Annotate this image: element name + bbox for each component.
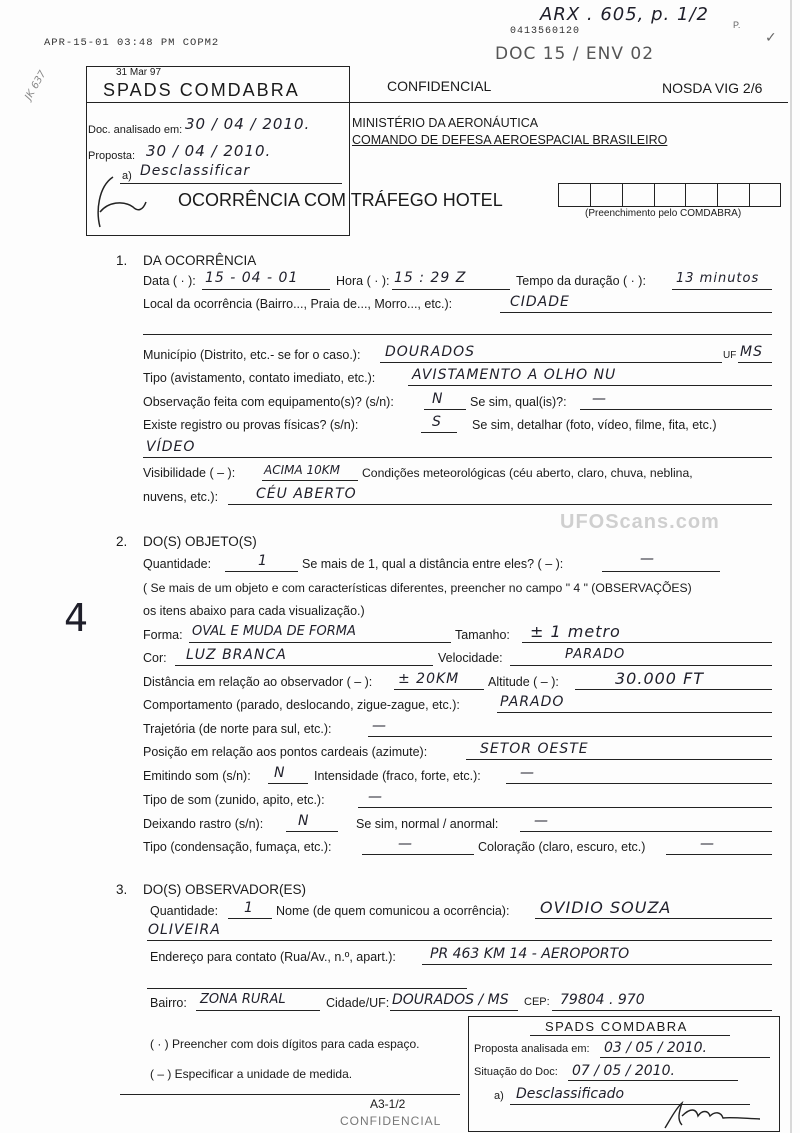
intensidade-field[interactable]: — bbox=[520, 765, 535, 781]
doc-reference: DOC 15 / ENV 02 bbox=[495, 44, 655, 64]
section2-title: DO(S) OBJETO(S) bbox=[143, 534, 257, 549]
cor-field[interactable]: LUZ BRANCA bbox=[186, 647, 287, 663]
duracao-label: Tempo da duração ( · ): bbox=[516, 274, 646, 288]
posicao-field[interactable]: SETOR OESTE bbox=[480, 741, 589, 757]
corner-mark: P. bbox=[733, 20, 741, 30]
meteo-label: Condições meteorológicas (céu aberto, claro, chuva, neblina, bbox=[362, 466, 693, 480]
stamp-bottom-title: SPADS COMDABRA bbox=[545, 1019, 688, 1034]
distancia-entre-label: Se mais de 1, qual a distância entre eles? ( – ): bbox=[302, 557, 564, 571]
tipo-label: Tipo (avistamento, contato imediato, etc.): bbox=[143, 371, 376, 385]
meteo-label-2: nuvens, etc.): bbox=[143, 490, 219, 504]
footnote-dash: ( – ) Especificar a unidade de medida. bbox=[150, 1067, 353, 1081]
trajetoria-field[interactable]: — bbox=[372, 718, 387, 734]
doc-analisado-label: Doc. analisado em: bbox=[88, 124, 183, 136]
stamp-bottom-a-label: a) bbox=[494, 1090, 504, 1102]
situacao-doc-label: Situação do Doc: bbox=[474, 1066, 558, 1078]
uf-field[interactable]: MS bbox=[740, 344, 763, 360]
registro-label: Existe registro ou provas físicas? (s/n): bbox=[143, 418, 359, 432]
cidade-field[interactable]: DOURADOS / MS bbox=[392, 992, 509, 1008]
data-field[interactable]: 15 - 04 - 01 bbox=[205, 270, 299, 286]
distancia-entre-field[interactable]: — bbox=[640, 551, 655, 567]
cor-label: Cor: bbox=[143, 651, 167, 665]
equipamento-label: Observação feita com equipamento(s)? (s/n): bbox=[143, 395, 394, 409]
comportamento-field[interactable]: PARADO bbox=[500, 694, 565, 710]
situacao-doc-field[interactable]: 07 / 05 / 2010. bbox=[572, 1063, 675, 1079]
hora-label: Hora ( · ): bbox=[336, 274, 390, 288]
visibilidade-field[interactable]: ACIMA 10KM bbox=[264, 463, 340, 477]
registro-field[interactable]: S bbox=[432, 414, 442, 430]
section2-number: 2. bbox=[116, 534, 128, 549]
boxes-note: (Preenchimento pelo COMDABRA) bbox=[585, 208, 742, 219]
section1-title: DA OCORRÊNCIA bbox=[143, 253, 257, 268]
stamp-a-value: Desclassificar bbox=[140, 163, 251, 179]
section3-number: 3. bbox=[116, 882, 128, 897]
nome-label: Nome (de quem comunicou a ocorrência): bbox=[276, 904, 510, 918]
data-label: Data ( · ): bbox=[143, 274, 196, 288]
fax-header-line: APR-15-01 03:48 PM COPM2 bbox=[44, 37, 220, 49]
comdabra-code-boxes bbox=[558, 183, 781, 207]
proposta-analisada-field[interactable]: 03 / 05 / 2010. bbox=[604, 1040, 707, 1056]
section2-note-1: ( Se mais de um objeto e com características diferentes, preencher no campo " 4 " (OBSERVAÇÕES) bbox=[143, 581, 692, 595]
duracao-field[interactable]: 13 minutos bbox=[676, 271, 760, 286]
rastro-field[interactable]: N bbox=[298, 813, 310, 829]
footnote-dot: ( · ) Preencher com dois dígitos para cada espaço. bbox=[150, 1037, 420, 1051]
confidencial-header: CONFIDENCIAL bbox=[387, 78, 492, 94]
page-edge bbox=[790, 0, 792, 1133]
watermark: UFOScans.com bbox=[560, 511, 720, 533]
municipio-label: Município (Distrito, etc.- se for o caso.): bbox=[143, 348, 361, 362]
distancia-observador-field[interactable]: ± 20KM bbox=[398, 671, 460, 687]
tipo-rastro-field[interactable]: — bbox=[398, 836, 413, 852]
altitude-field[interactable]: 30.000 FT bbox=[615, 669, 705, 688]
uf-label: UF bbox=[723, 350, 737, 361]
section2-note-2: os itens abaixo para cada visualização.) bbox=[143, 604, 365, 618]
stamp-bottom-a-field[interactable]: Desclassificado bbox=[516, 1086, 625, 1102]
equipamento-qual-field[interactable]: — bbox=[592, 391, 607, 407]
local-label: Local da ocorrência (Bairro..., Praia de..., Morro..., etc.): bbox=[143, 297, 453, 311]
tipo-som-label: Tipo de som (zunido, apito, etc.): bbox=[143, 793, 325, 807]
stamp-top-signature bbox=[88, 172, 148, 232]
form-title: OCORRÊNCIA COM TRÁFEGO HOTEL bbox=[178, 190, 503, 210]
ministerio-heading: MINISTÉRIO DA AERONÁUTICA bbox=[352, 116, 539, 130]
tipo-field[interactable]: AVISTAMENTO A OLHO NU bbox=[412, 367, 617, 383]
section3-title: DO(S) OBSERVADOR(ES) bbox=[143, 882, 307, 897]
trajetoria-label: Trajetória (de norte para sul, etc.): bbox=[143, 722, 332, 736]
footer-confidencial: CONFIDENCIAL bbox=[340, 1114, 442, 1128]
stamp-bottom-signature bbox=[660, 1100, 770, 1130]
altitude-label: Altitude ( – ): bbox=[488, 675, 559, 689]
section1-number: 1. bbox=[116, 253, 128, 268]
intensidade-label: Intensidade (fraco, forte, etc.): bbox=[314, 769, 481, 783]
qtd-objetos-field[interactable]: 1 bbox=[258, 553, 268, 569]
stamp-a-label: a) bbox=[122, 170, 132, 182]
margin-mark: 4 bbox=[64, 596, 89, 640]
page-code: A3-1/2 bbox=[370, 1097, 406, 1111]
tamanho-label: Tamanho: bbox=[455, 628, 510, 642]
comando-heading: COMANDO DE DEFESA AEROESPACIAL BRASILEIRO bbox=[352, 133, 668, 147]
visibilidade-label: Visibilidade ( – ): bbox=[143, 466, 236, 480]
registro-detalhar-label: Se sim, detalhar (foto, vídeo, filme, fita, etc.) bbox=[472, 418, 717, 432]
qtd-observadores-label: Quantidade: bbox=[150, 904, 219, 918]
registro-detalhar-field[interactable]: VÍDEO bbox=[146, 439, 196, 455]
archive-reference: ARX . 605, p. 1/2 bbox=[540, 4, 709, 25]
forma-field[interactable]: OVAL E MUDA DE FORMA bbox=[192, 624, 356, 639]
coloracao-field[interactable]: — bbox=[700, 836, 715, 852]
endereco-field[interactable]: PR 463 KM 14 - AEROPORTO bbox=[430, 946, 630, 962]
emitindo-som-field[interactable]: N bbox=[274, 765, 286, 781]
qtd-objetos-label: Quantidade: bbox=[143, 557, 212, 571]
forma-label: Forma: bbox=[143, 628, 183, 642]
nome-field-continued[interactable]: OLIVEIRA bbox=[148, 922, 221, 938]
hora-field[interactable]: 15 : 29 Z bbox=[394, 270, 467, 286]
proposta-value: 30 / 04 / 2010. bbox=[146, 142, 272, 160]
nome-field[interactable]: OVIDIO SOUZA bbox=[540, 898, 672, 917]
fax-phone-number: 0413560120 bbox=[510, 26, 581, 37]
stamp-top-title: SPADS COMDABRA bbox=[103, 80, 300, 100]
velocidade-field[interactable]: PARADO bbox=[565, 647, 626, 662]
cep-field[interactable]: 79804 . 970 bbox=[560, 992, 645, 1008]
bairro-label: Bairro: bbox=[150, 996, 187, 1010]
doc-analisado-value: 30 / 04 / 2010. bbox=[185, 115, 311, 133]
distancia-observador-label: Distância em relação ao observador ( – ): bbox=[143, 675, 373, 689]
equipamento-field[interactable]: N bbox=[432, 391, 444, 407]
velocidade-label: Velocidade: bbox=[438, 651, 503, 665]
cidade-label: Cidade/UF: bbox=[326, 996, 390, 1010]
rastro-sim-field[interactable]: — bbox=[534, 813, 549, 829]
equipamento-qual-label: Se sim, qual(is)?: bbox=[470, 395, 567, 409]
proposta-analisada-label: Proposta analisada em: bbox=[474, 1043, 590, 1055]
tipo-rastro-label: Tipo (condensação, fumaça, etc.): bbox=[143, 840, 332, 854]
tamanho-field[interactable]: ± 1 metro bbox=[530, 622, 621, 641]
coloracao-label: Coloração (claro, escuro, etc.) bbox=[478, 840, 646, 854]
qtd-observadores-field[interactable]: 1 bbox=[244, 900, 254, 916]
nosda-code: NOSDA VIG 2/6 bbox=[662, 80, 763, 96]
posicao-label: Posição em relação aos pontos cardeais (azimute): bbox=[143, 745, 428, 759]
stamp-date-overprint: 31 Mar 97 bbox=[116, 67, 162, 78]
tipo-som-field[interactable]: — bbox=[368, 789, 383, 805]
emitindo-som-label: Emitindo som (s/n): bbox=[143, 769, 251, 783]
rastro-label: Deixando rastro (s/n): bbox=[143, 817, 264, 831]
rastro-sim-label: Se sim, normal / anormal: bbox=[356, 817, 499, 831]
check-mark-icon: ✓ bbox=[765, 30, 778, 46]
bairro-field[interactable]: ZONA RURAL bbox=[200, 992, 286, 1007]
municipio-field[interactable]: DOURADOS bbox=[385, 344, 476, 360]
cep-label: CEP: bbox=[524, 996, 550, 1008]
proposta-label: Proposta: bbox=[88, 150, 136, 162]
endereco-label: Endereço para contato (Rua/Av., n.º, apart.): bbox=[150, 950, 396, 964]
meteo-field[interactable]: CÉU ABERTO bbox=[256, 486, 357, 502]
local-field[interactable]: CIDADE bbox=[510, 294, 570, 310]
margin-note: JK 637 bbox=[23, 68, 49, 103]
comportamento-label: Comportamento (parado, deslocando, zigue-zague, etc.): bbox=[143, 698, 460, 712]
